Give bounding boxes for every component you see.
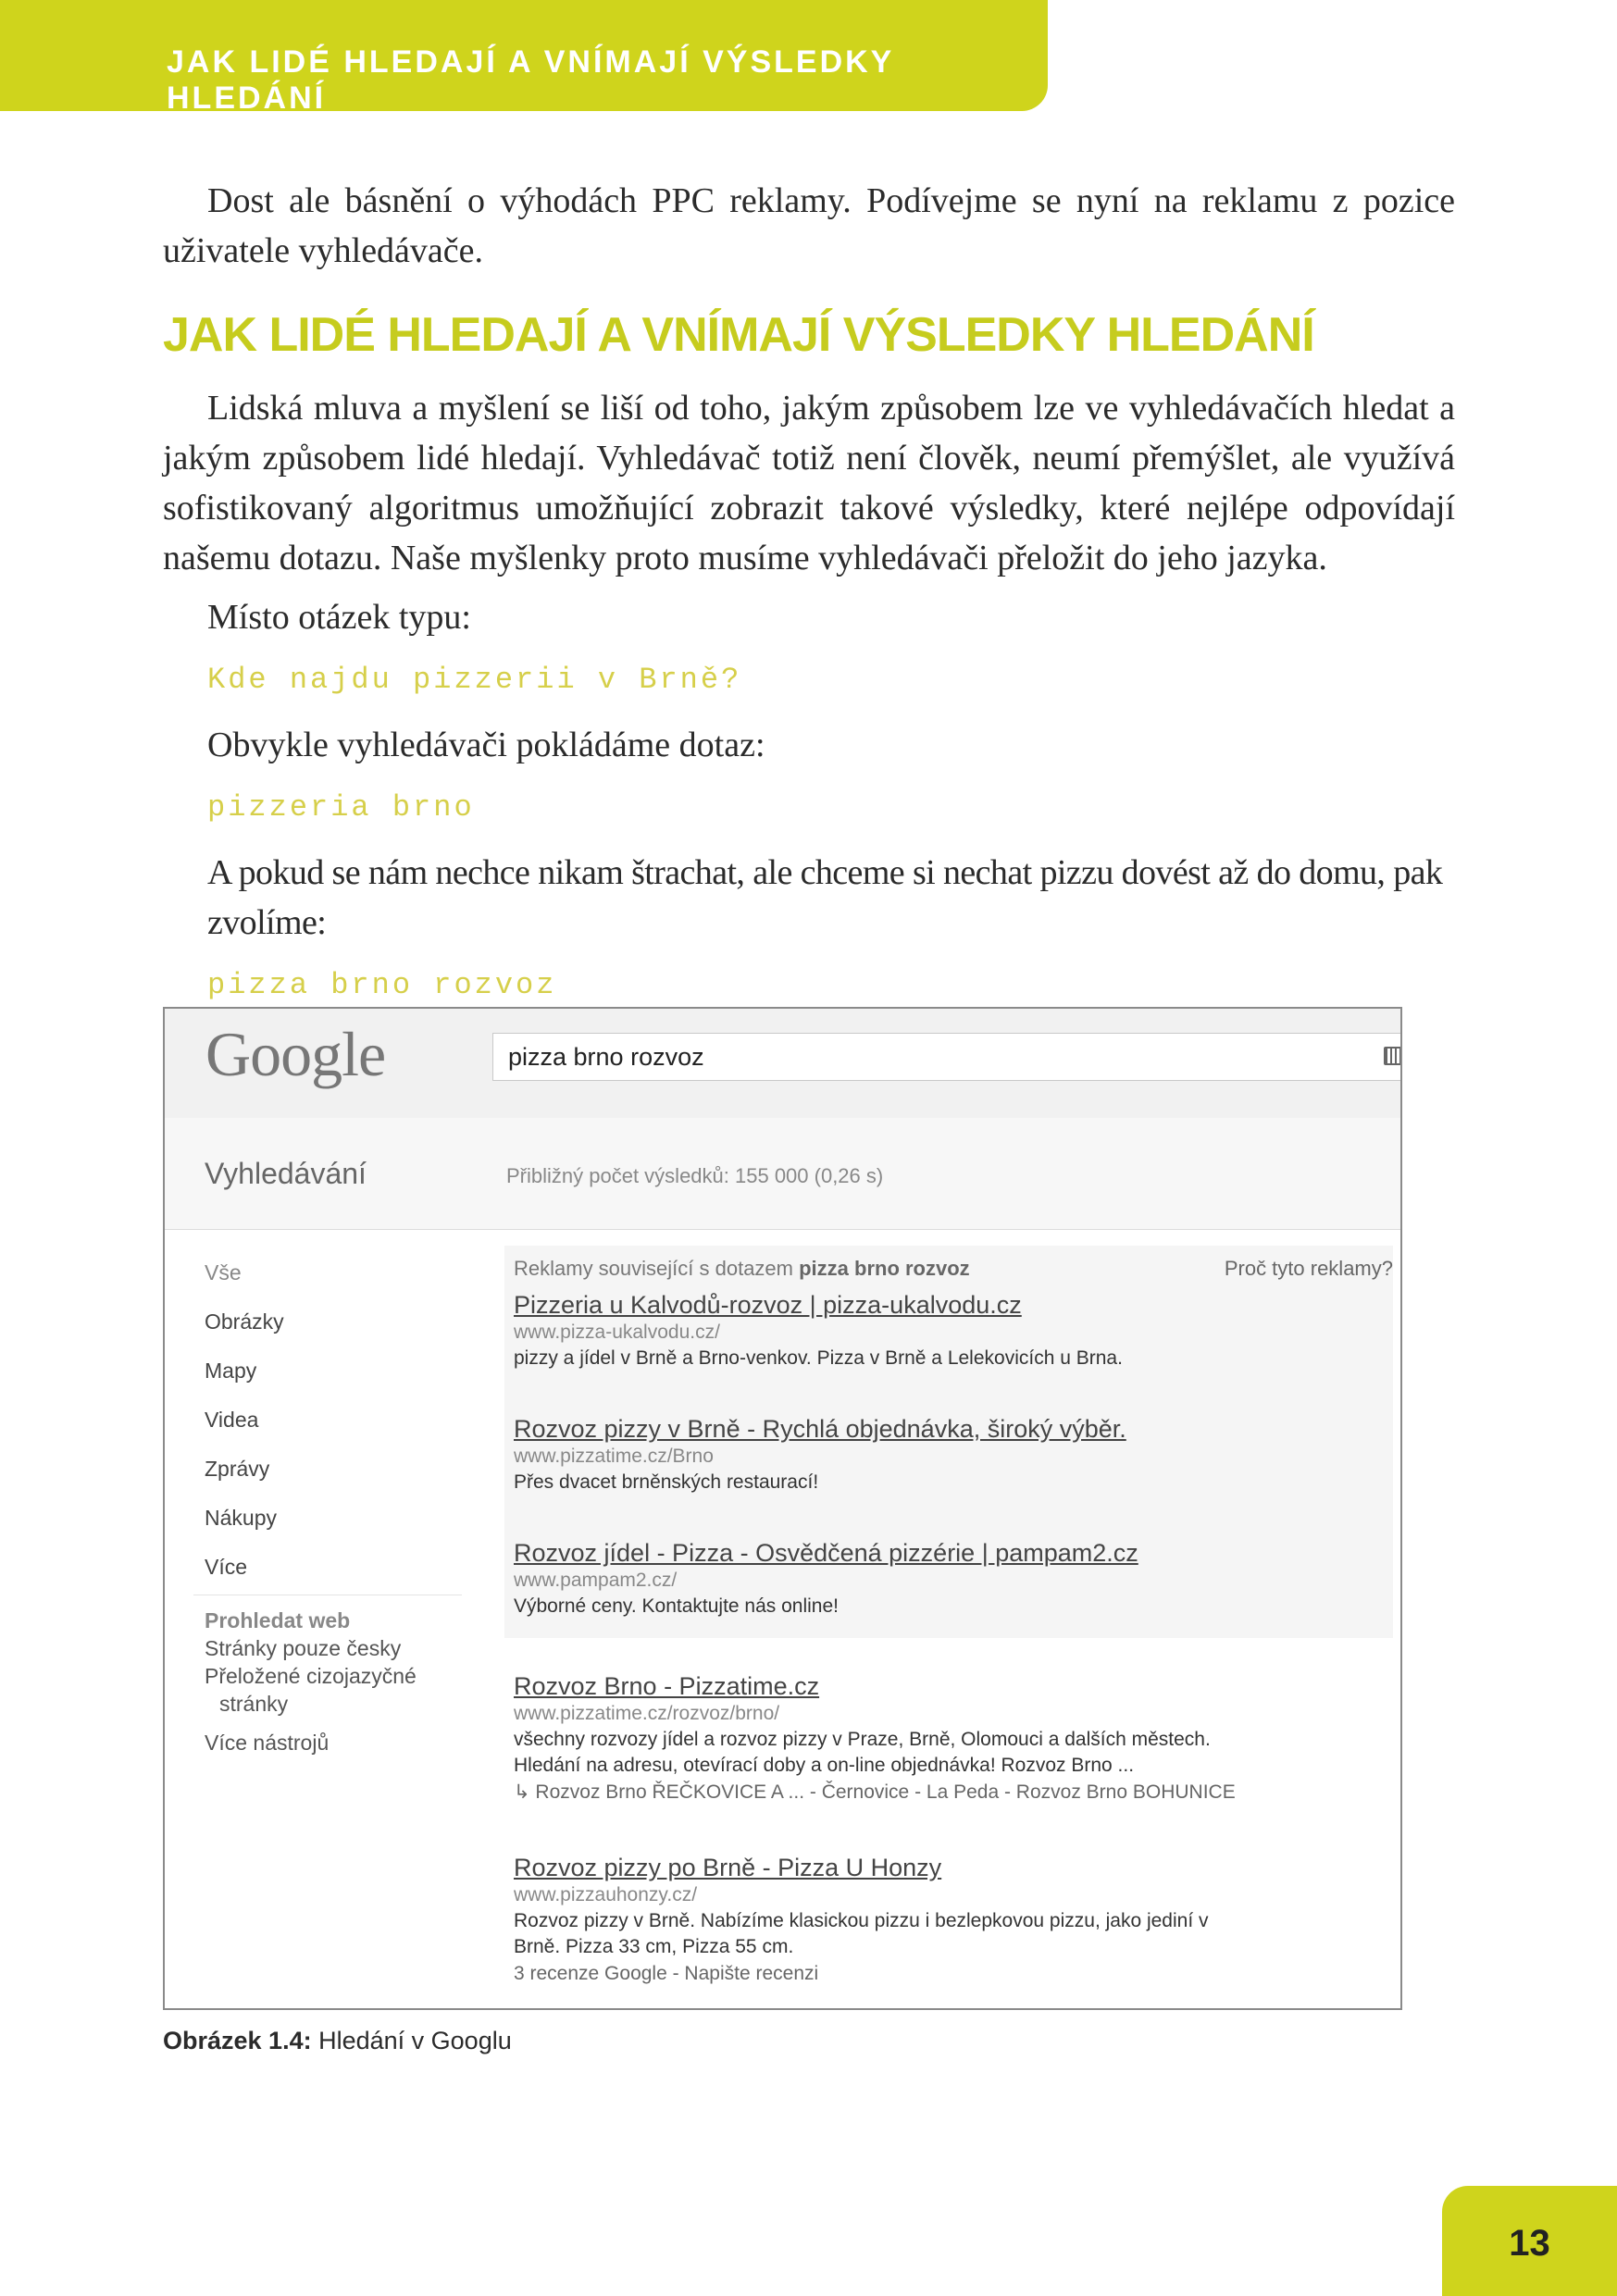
page-number: 13 bbox=[1509, 2223, 1550, 2264]
left-nav bbox=[205, 1259, 501, 1756]
intro-text: Dost ale básnění o výhodách PPC reklamy. Podívejme se nyní na reklamu z pozice uživatele vyhledávače. bbox=[163, 181, 1455, 270]
page-number-tab bbox=[1442, 2186, 1617, 2296]
ad-result bbox=[514, 1290, 1374, 1371]
tool-translated-line-2[interactable]: stránky bbox=[219, 1692, 289, 1716]
main-content bbox=[163, 176, 1455, 1011]
organic-result bbox=[514, 1853, 1374, 1988]
query-example-2: pizzeria brno bbox=[207, 790, 475, 825]
caption-text: Hledání v Googlu bbox=[318, 2027, 512, 2054]
figure-caption bbox=[163, 2027, 512, 2055]
section-paragraph bbox=[163, 383, 1455, 583]
ad-result bbox=[514, 1538, 1374, 1620]
search-input[interactable] bbox=[492, 1033, 1402, 1081]
intro-paragraph bbox=[163, 176, 1455, 276]
google-screenshot-figure bbox=[163, 1007, 1402, 2010]
section-text: Lidská mluva a myšlení se liší od toho, jakým způsobem lze ve vyhledávačích hledat a jakým způsobem lidé hledají. Vyhledávač totiž není člověk, neumí přemýšlet, ale využívá sofistikovaný algoritmus umožňující zobrazit takové výsledky, které nejlépe odpovídají našemu dotazu. Naše myšlenky proto musíme vyhledávači přeložit do jeho jazyka. bbox=[163, 389, 1455, 577]
caption-label: Obrázek 1.4: bbox=[163, 2027, 312, 2054]
google-logo: Google bbox=[205, 1019, 386, 1089]
tool-more-tools[interactable]: Více nástrojů bbox=[205, 1731, 330, 1755]
ads-header: Reklamy související s dotazem pizza brno rozvoz bbox=[514, 1257, 970, 1280]
ad-title-link[interactable]: Rozvoz jídel - Pizza - Osvědčená pizzérie | pampam2.cz bbox=[514, 1539, 1138, 1567]
tools-heading: Prohledat web bbox=[205, 1608, 351, 1632]
ad-description: Přes dvacet brněnských restaurací! bbox=[514, 1471, 819, 1493]
tool-translated-line-1[interactable]: Přeložené cizojazyčné bbox=[205, 1664, 417, 1688]
section-heading: JAK LIDÉ HLEDAJÍ A VNÍMAJÍ VÝSLEDKY HLEDÁNÍ bbox=[163, 308, 1314, 362]
result-url: www.pizzatime.cz/rozvoz/brno/ bbox=[514, 1703, 780, 1724]
search-query: pizza brno rozvoz bbox=[508, 1043, 704, 1071]
result-reviews-link[interactable]: 3 recenze Google - Napište recenzi bbox=[514, 1963, 819, 1984]
keyboard-icon[interactable] bbox=[1384, 1047, 1402, 1065]
lead-line-1: Místo otázek typu: bbox=[207, 598, 471, 637]
ad-url: www.pizzatime.cz/Brno bbox=[514, 1446, 714, 1467]
nav-item-news[interactable]: Zprávy bbox=[205, 1457, 270, 1481]
query-example-1: Kde najdu pizzerii v Brně? bbox=[207, 663, 742, 697]
nav-item-images[interactable]: Obrázky bbox=[205, 1309, 284, 1334]
ads-block bbox=[504, 1246, 1393, 1638]
ad-description: pizzy a jídel v Brně a Brno-venkov. Pizza v Brně a Lelekovicích u Brna. bbox=[514, 1347, 1123, 1369]
ad-url: www.pampam2.cz/ bbox=[514, 1570, 678, 1591]
organic-result bbox=[514, 1671, 1374, 1806]
ad-result bbox=[514, 1414, 1374, 1496]
result-title-link[interactable]: Rozvoz pizzy po Brně - Pizza U Honzy bbox=[514, 1854, 942, 1881]
ad-url: www.pizza-ukalvodu.cz/ bbox=[514, 1322, 720, 1343]
result-stats: Přibližný počet výsledků: 155 000 (0,26 s) bbox=[506, 1164, 884, 1187]
ad-title-link[interactable]: Rozvoz pizzy v Brně - Rychlá objednávka, široký výběr. bbox=[514, 1415, 1126, 1443]
query-example-3: pizza brno rozvoz bbox=[207, 968, 557, 1002]
nav-item-maps[interactable]: Mapy bbox=[205, 1359, 257, 1383]
tool-czech-only[interactable]: Stránky pouze česky bbox=[205, 1636, 402, 1660]
results-header-band bbox=[165, 1118, 1400, 1230]
ad-description: Výborné ceny. Kontaktujte nás online! bbox=[514, 1595, 840, 1617]
nav-item-videos[interactable]: Videa bbox=[205, 1408, 259, 1432]
result-description-line: Rozvoz pizzy v Brně. Nabízíme klasickou pizzu i bezlepkovou pizzu, jako jediní v bbox=[514, 1910, 1209, 1931]
ads-header-query: pizza brno rozvoz bbox=[799, 1257, 970, 1280]
lead-line-3: A pokud se nám nechce nikam štrachat, ale chceme si nechat pizzu dovést až do domu, pak zvolíme: bbox=[207, 853, 1443, 942]
search-page-title: Vyhledávání bbox=[205, 1157, 367, 1190]
nav-item-shopping[interactable]: Nákupy bbox=[205, 1506, 277, 1530]
result-url: www.pizzauhonzy.cz/ bbox=[514, 1884, 698, 1905]
result-sitelinks[interactable]: ↳ Rozvoz Brno ŘEČKOVICE A ... - Černovice - La Peda - Rozvoz Brno BOHUNICE bbox=[514, 1781, 1236, 1803]
result-title-link[interactable]: Rozvoz Brno - Pizzatime.cz bbox=[514, 1672, 820, 1700]
result-description-line: Hledání na adresu, otevírací doby a on-line objednávka! Rozvoz Brno ... bbox=[514, 1755, 1135, 1776]
nav-item-all[interactable]: Vše bbox=[205, 1260, 242, 1285]
result-description-line: Brně. Pizza 33 cm, Pizza 55 cm. bbox=[514, 1936, 794, 1957]
result-description-line: všechny rozvozy jídel a rozvoz pizzy v Praze, Brně, Olomouci a dalších městech. bbox=[514, 1729, 1211, 1750]
why-these-ads-link[interactable]: Proč tyto reklamy? bbox=[1224, 1257, 1393, 1280]
lead-line-2: Obvykle vyhledávači pokládáme dotaz: bbox=[207, 726, 765, 764]
nav-item-more[interactable]: Více bbox=[205, 1555, 248, 1579]
google-top-bar bbox=[165, 1009, 1400, 1119]
running-header: JAK LIDÉ HLEDAJÍ A VNÍMAJÍ VÝSLEDKY HLEDÁNÍ bbox=[167, 44, 894, 116]
ad-title-link[interactable]: Pizzeria u Kalvodů-rozvoz | pizza-ukalvodu.cz bbox=[514, 1291, 1022, 1319]
chapter-header-band bbox=[0, 0, 1048, 116]
